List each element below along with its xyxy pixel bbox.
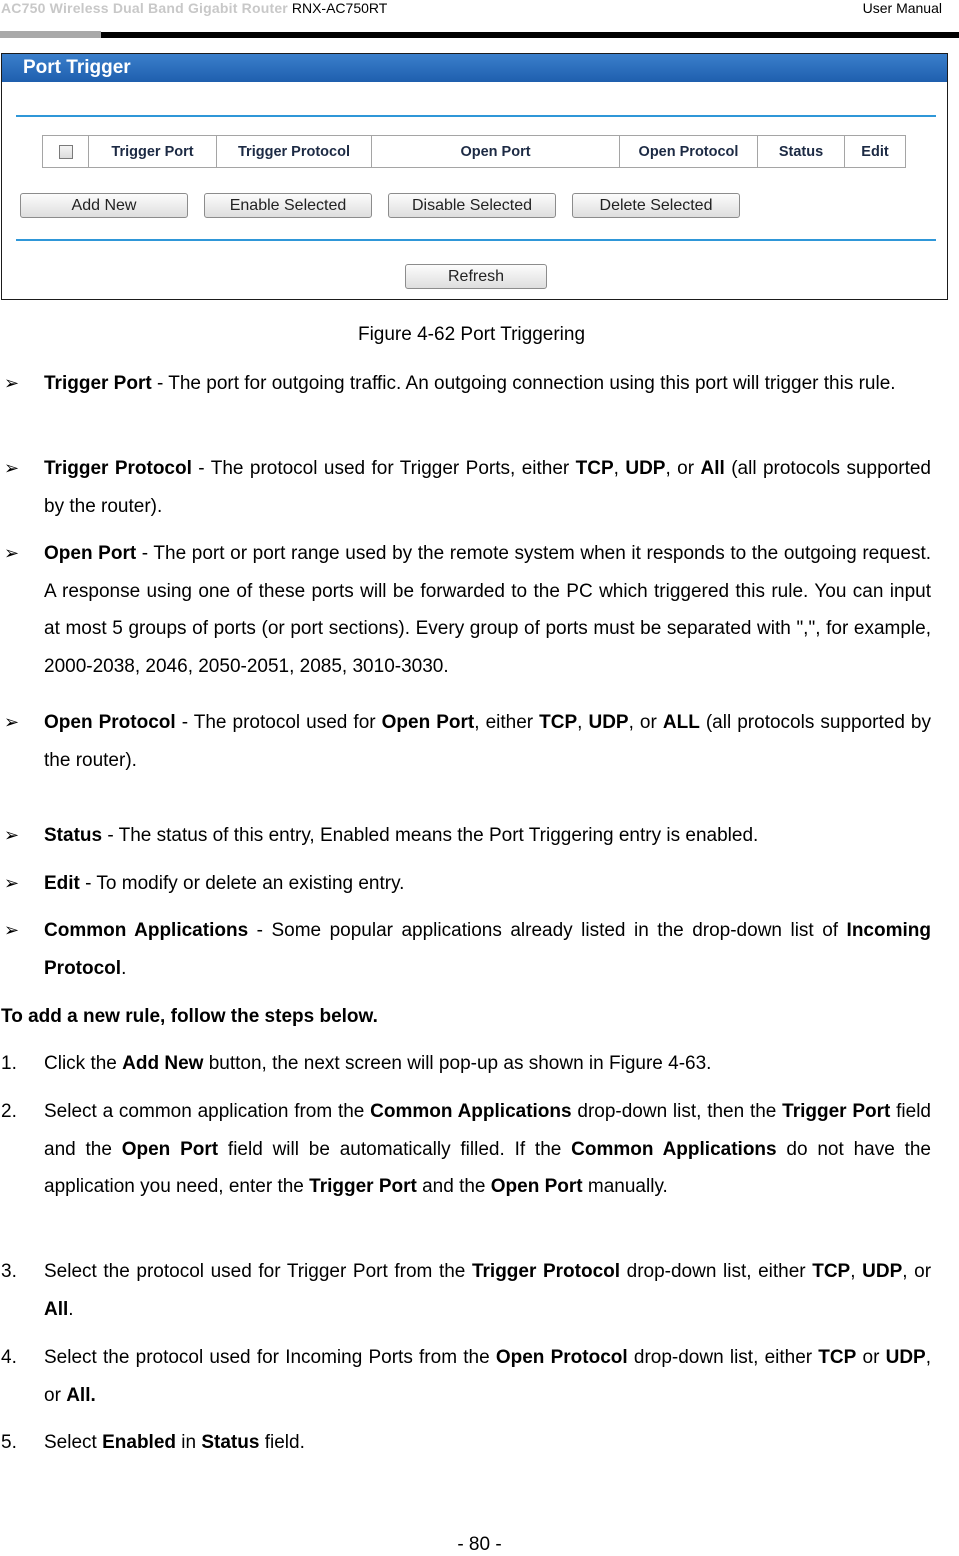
step-5: Select Enabled in Status field. [44,1432,305,1453]
header-doc-type: User Manual [862,0,942,16]
def-trigger-protocol: Trigger Protocol - The protocol used for Trigger Ports, either TCP, UDP, or All (all protocols supported by the router). [44,458,931,517]
select-all-checkbox[interactable] [59,145,73,159]
enable-selected-button[interactable]: Enable Selected [204,193,372,218]
col-trigger-port: Trigger Port [89,136,217,167]
step-number: 2. [1,1101,17,1122]
def-edit: Edit - To modify or delete an existing entry. [44,873,405,894]
figure-caption: Figure 4-62 Port Triggering [357,324,586,345]
header-rule-grey [0,31,101,38]
delete-selected-button[interactable]: Delete Selected [572,193,740,218]
steps-heading: To add a new rule, follow the steps below. [1,1006,378,1027]
panel-title: Port Trigger [23,57,131,78]
header-product: AC750 Wireless Dual Band Gigabit Router [1,0,288,16]
arrow-bullet-icon: ➢ [4,543,20,563]
add-new-button[interactable]: Add New [20,193,188,218]
arrow-bullet-icon: ➢ [4,373,20,393]
page-header [0,0,959,40]
step-1: Click the Add New button, the next screen will pop-up as shown in Figure 4-63. [44,1053,712,1074]
divider-bottom [16,239,936,241]
def-open-port: Open Port - The port or port range used by the remote system when it responds to the outgoing request. A response using one of these ports will be forwarded to the PC which triggered this rule. You can input at most 5 groups of ports (or port sections). Every group of ports must be separated with ",", for example, 2000-2038, 2046, 2050-2051, 2085, 3010-3030. [44,543,931,677]
step-2: Select a common application from the Common Applications drop-down list, then the Trigger Port field and the Open Port field will be automatically filled. If the Common Applications do not have the application you need, enter the Trigger Port and the Open Port manually. [44,1101,932,1197]
col-status: Status [758,136,845,167]
col-open-port: Open Port [372,136,620,167]
header-title [1,0,387,16]
port-trigger-table-header [42,135,906,168]
arrow-bullet-icon: ➢ [4,712,20,732]
port-trigger-screenshot [1,53,948,300]
header-model: RNX-AC750RT [291,0,388,16]
arrow-bullet-icon: ➢ [4,825,20,845]
def-open-protocol: Open Protocol - The protocol used for Open Port, either TCP, UDP, or ALL (all protocols supported by the router). [44,712,931,771]
disable-selected-button[interactable]: Disable Selected [388,193,556,218]
step-number: 1. [1,1053,17,1074]
step-number: 4. [1,1347,17,1368]
step-number: 3. [1,1261,17,1282]
def-trigger-port: Trigger Port - The port for outgoing traffic. An outgoing connection using this port will trigger this rule. [44,373,896,394]
header-rule-black [101,32,959,38]
refresh-button[interactable]: Refresh [405,264,547,289]
step-3: Select the protocol used for Trigger Port from the Trigger Protocol drop-down list, either TCP, UDP, or All. [44,1261,932,1320]
def-common-applications: Common Applications - Some popular applications already listed in the drop-down list of Incoming Protocol. [44,920,931,979]
arrow-bullet-icon: ➢ [4,920,20,940]
step-4: Select the protocol used for Incoming Ports from the Open Protocol drop-down list, either TCP or UDP, or All. [44,1347,931,1406]
arrow-bullet-icon: ➢ [4,458,20,478]
col-open-protocol: Open Protocol [620,136,758,167]
step-number: 5. [1,1432,17,1453]
def-status: Status - The status of this entry, Enabled means the Port Triggering entry is enabled. [44,825,759,846]
select-all-cell[interactable] [43,136,89,167]
page-number: - 80 - [457,1534,502,1555]
col-trigger-protocol: Trigger Protocol [217,136,372,167]
panel-title-bar [2,54,947,82]
arrow-bullet-icon: ➢ [4,873,20,893]
col-edit: Edit [861,143,889,160]
divider-top [16,115,936,117]
